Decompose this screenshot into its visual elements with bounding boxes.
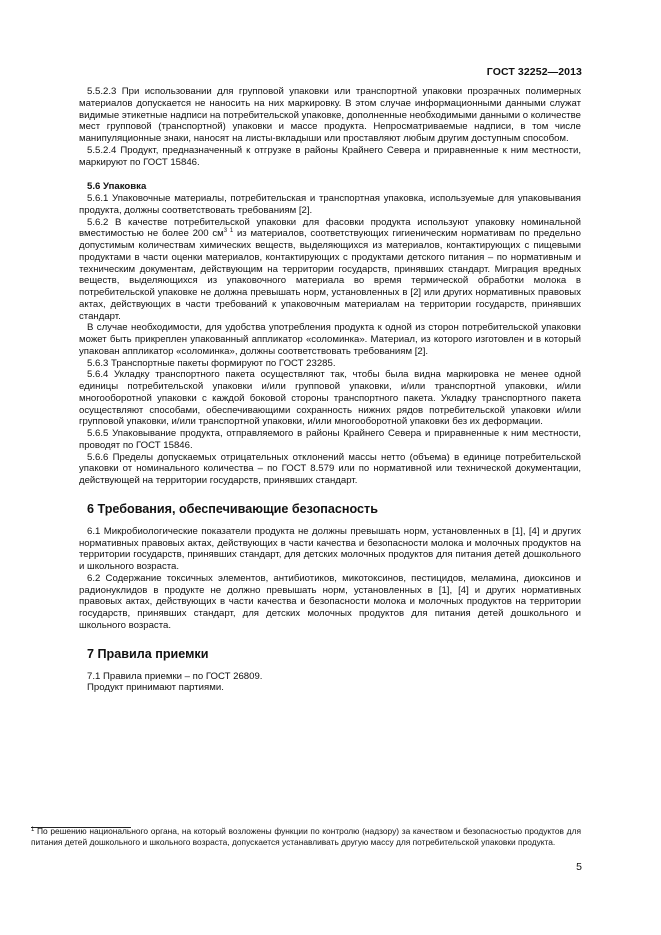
clause-5-6-6: 5.6.6 Пределы допускаемых отрицательных отклонений массы нетто (объема) в единице потребительской упаковки от номинального количества – по ГОСТ 8.579 или по нормативной или технической документации, действующей на территории государств, принявших стандарт. (79, 451, 581, 486)
clause-5-6-2-continuation: В случае необходимости, для удобства употребления продукта к одной из сторон потребительской упаковки может быть прикреплен упакованный аппликатор «соломинка». Материал, из которого изготовлен и в который упакован аппликатор «соломинка», должны соответствовать требованиям [2]. (79, 322, 581, 357)
clause-5-6-1: 5.6.1 Упаковочные материалы, потребительская и транспортная упаковка, используемые для упаковывания продукта, должны соответствовать требованиям [2]. (79, 193, 581, 216)
page-number: 5 (576, 861, 582, 873)
clause-5-6-3: 5.6.3 Транспортные пакеты формируют по ГОСТ 23285. (87, 357, 336, 369)
clause-7-1-continuation: Продукт принимают партиями. (87, 682, 224, 694)
clause-5-6-2-text-a: 5.6.2 В качестве потребительской упаковки для фасовки продукта используют упаковку номинальной вместимостью не более 200 см (79, 216, 581, 240)
clause-5-5-2-4: 5.5.2.4 Продукт, предназначенный к отгрузке в районы Крайнего Севера и приравненные к ним местности, маркируют по ГОСТ 15846. (79, 144, 581, 168)
footnote-reference: 3 1 (223, 228, 234, 235)
clause-6-1: 6.1 Микробиологические показатели продукта не должны превышать норм, установленных в [1], [4] и других нормативных правовых актах, действующих в части качества и безопасности молока и молочных продуктов на территории государств, принявших стандарт, для детских молочных продуктов для питания детей дошкольного и школьного возраста. (79, 525, 581, 572)
clause-5-6-5: 5.6.5 Упаковывание продукта, отправляемого в районы Крайнего Севера и приравненные к ним местности, проводят по ГОСТ 15846. (79, 428, 581, 451)
section-heading-6: 6 Требования, обеспечивающие безопасность (87, 501, 378, 516)
clause-5-6-2 (79, 217, 581, 323)
clause-6-2: 6.2 Содержание токсичных элементов, антибиотиков, микотоксинов, пестицидов, меламина, диоксинов и радионуклидов в продукте не должно превышать норм, установленных в [1], [4] и других нормативных правовых актах, действующих в части качества и безопасности молока и молочных продуктов на территории государств, принявших стандарт, для детских молочных продуктов для питания детей дошкольного и школьного возраста. (79, 572, 581, 631)
document-header: ГОСТ 32252—2013 (486, 66, 582, 78)
footnote (31, 826, 581, 847)
clause-5-6-2-text-b: из материалов, соответствующих гигиеническим нормативам по предельно допустимым количествам химических веществ, выделяющихся из материалов, контактирующих с пищевыми продуктами в части оценки материалов, контактирующих с продуктами детского питания – по нормативным и техническим документам, действующим на территории государств, принявших стандарт. Миграция вредных веществ, выделяющихся из упаковочного материала во время термической обработки молока в потребительской упаковке не должна превышать норм, установленных в [2] или других нормативных правовых актах, действующих в части требований к упаковочным материалам на территории государств, принявших стандарт. (79, 228, 581, 322)
section-heading-7: 7 Правила приемки (87, 646, 209, 661)
clause-5-5-2-3: 5.5.2.3 При использовании для групповой упаковки или транспортной упаковки прозрачных полимерных материалов допускается не наносить на них маркировку. В этом случае информационными данными служат видимые этикетные надписи на потребительской упаковке, дополненные необходимыми данными о количестве мест групповой (транспортной) упаковки и массе продукта. Непросматриваемые надписи, в том числе манипуляционные знаки, наносят на листы-вкладыши или проставляют любым другим доступным способом. (79, 86, 581, 144)
page-content (79, 86, 581, 694)
clause-5-6-4: 5.6.4 Укладку транспортного пакета осуществляют так, чтобы была видна маркировка не менее одной единицы потребительской упаковки и/или групповой упаковки, и/или транспортной упаковки, и/или многооборотной упаковки с каждой боковой стороны транспортного пакета. Укладку транспортного пакета осуществляют способами, обеспечивающими сохранность нижних рядов потребительской упаковки и/или групповой упаковки, и/или транспортной упаковки, и/или многооборотной упаковки без их деформации. (79, 369, 581, 428)
footnote-text: По решению национального органа, на который возложены функции по контролю (надзору) за качеством и безопасностью продуктов для питания детей дошкольного и школьного возраста, допускается устанавливать другую массу для потребительской упаковки продукта. (31, 826, 581, 847)
footnote-marker: 1 (31, 827, 35, 833)
clause-7-1: 7.1 Правила приемки – по ГОСТ 26809. (87, 670, 263, 682)
section-heading-5-6: 5.6 Упаковка (87, 181, 147, 193)
